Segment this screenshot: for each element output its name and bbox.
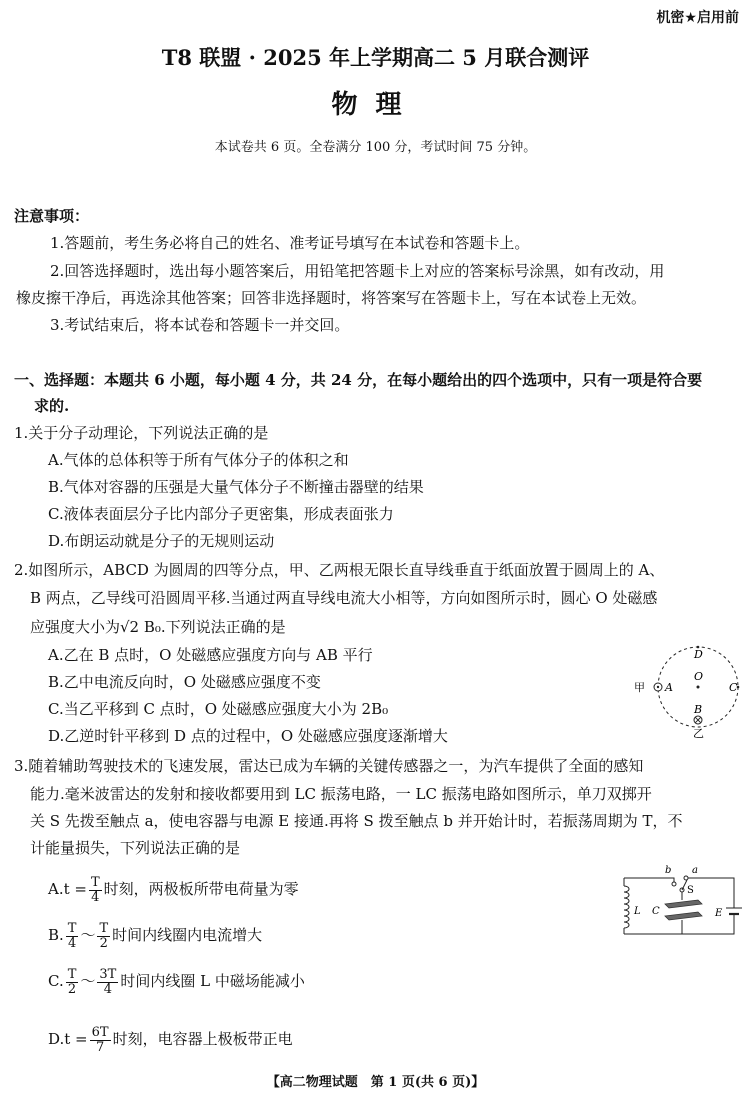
q3-stem-line2: 能力.毫米波雷达的发射和接收都要用到 LC 振荡电路，一 LC 振荡电路如图所示，单刀双掷开 [30, 785, 652, 803]
q1-option-a: A.气体的总体积等于所有气体分子的体积之和 [48, 451, 349, 469]
q3-option-d-fraction [90, 1026, 111, 1055]
q3-option-a [48, 874, 299, 905]
label-switch: S [687, 885, 694, 896]
label-source: E [715, 908, 723, 919]
q3-option-d [48, 1024, 293, 1055]
center-point [697, 686, 700, 689]
q3-lc-circuit-figure [610, 862, 745, 942]
page-footer: 【高二物理试题 第 1 页(共 6 页)】 [266, 1075, 485, 1090]
note-item-1: 1.答题前，考生务必将自己的姓名、准考证号填写在本试卷和答题卡上。 [50, 234, 530, 252]
q2-stem-line2: B 两点，乙导线可沿圆周平移.当通过两直导线电流大小相等，方向如图所示时，圆心 O 处磁感 [30, 589, 658, 607]
exam-info: 本试卷共 6 页。全卷满分 100 分，考试时间 75 分钟。 [214, 140, 537, 155]
q3-option-c-numerator-1: T [67, 966, 77, 982]
q3-option-d-numerator: 6T [91, 1024, 109, 1040]
q3-option-d-denominator: 7 [95, 1039, 105, 1055]
q3-option-a-numerator: T [90, 874, 100, 890]
q3-option-b-sep: ～ [80, 926, 96, 944]
label-a: A [665, 681, 673, 694]
q2-option-c: C.当乙平移到 C 点时，O 处磁感应强度大小为 2B₀ [48, 700, 389, 718]
q3-stem-line3: 关 S 先拨至触点 a，使电容器与电源 E 接通.再将 S 拨至触点 b 并开始计时，若振荡周期为 T，不 [30, 812, 683, 830]
inductor-coil [624, 878, 629, 934]
q3-option-b-numerator-2: T [99, 920, 109, 936]
q3-option-a-fraction [89, 876, 102, 905]
label-contact-a: a [692, 865, 698, 876]
q3-stem-line4: 计能量损失，下列说法正确的是 [30, 839, 241, 857]
q2-stem-line3: 应强度大小为√2 B₀.下列说法正确的是 [30, 618, 286, 636]
q2-option-a: A.乙在 B 点时，O 处磁感应强度方向与 AB 平行 [48, 646, 373, 664]
q1-stem: 1.关于分子动理论，下列说法正确的是 [14, 424, 269, 442]
label-d: D [694, 648, 703, 661]
q3-option-b-denominator-1: 4 [67, 935, 77, 951]
wire-yi [694, 716, 702, 724]
note-item-2: 2.回答选择题时，选出每小题答案后，用铅笔把答题卡上对应的答案标号涂黑，如有改动，用 [50, 262, 665, 280]
q3-option-a-denominator: 4 [91, 889, 100, 905]
q3-option-c-fraction-1 [66, 968, 79, 997]
q3-option-c-denominator-1: 2 [67, 981, 77, 997]
q3-option-b-numerator-1: T [67, 920, 77, 936]
q3-option-a-text: 时刻，两极板所带电荷量为零 [103, 880, 299, 898]
confidential-mark: 机密★启用前 [656, 10, 739, 26]
note-item-2-cont: 橡皮擦干净后，再选涂其他答案；回答非选择题时，将答案写在答题卡上，写在本试卷上无效。 [16, 289, 647, 307]
wire-jia [654, 683, 662, 691]
section-heading: 一、选择题：本题共 6 小题，每小题 4 分，共 24 分，在每小题给出的四个选项中，只有一项是符合要 [14, 371, 703, 389]
q3-option-d-text: 时刻，电容器上极板带正电 [112, 1030, 293, 1048]
q3-option-c-fraction-2 [97, 968, 118, 997]
exam-title: T8 联盟 · 2025 年上学期高二 5 月联合测评 [161, 45, 590, 70]
q3-option-c-text: 时间内线圈 L 中磁场能减小 [120, 972, 305, 990]
label-b: B [694, 703, 703, 716]
label-inductor: L [634, 906, 641, 917]
label-c: C [729, 681, 738, 694]
q1-option-b: B.气体对容器的压强是大量气体分子不断撞击器壁的结果 [48, 478, 424, 496]
q3-option-d-prefix: D.t = [48, 1030, 88, 1048]
q2-circle-figure [632, 640, 747, 740]
q3-option-b-text: 时间内线圈内电流增大 [112, 926, 263, 944]
q3-option-b-fraction-1 [66, 922, 79, 951]
label-jia: 甲 [634, 681, 645, 694]
q3-option-c-denominator-2: 4 [103, 981, 113, 997]
label-o: O [694, 670, 704, 683]
q1-option-d: D.布朗运动就是分子的无规则运动 [48, 532, 275, 550]
capacitor [665, 900, 702, 920]
q2-stem-line1: 2.如图所示，ABCD 为圆周的四等分点，甲、乙两根无限长直导线垂直于纸面放置于圆周上的 A、 [14, 561, 665, 579]
label-contact-b: b [665, 865, 672, 876]
q3-option-c-prefix: C. [48, 972, 64, 990]
q3-option-b-fraction-2 [97, 922, 110, 951]
battery-e [726, 904, 742, 920]
q3-option-b-prefix: B. [48, 926, 64, 944]
q3-option-a-prefix: A.t = [48, 880, 87, 898]
q3-option-b [48, 920, 262, 951]
q3-stem-line1: 3.随着辅助驾驶技术的飞速发展，雷达已成为车辆的关键传感器之一，为汽车提供了全面的感知 [14, 757, 644, 775]
q1-option-c: C.液体表面层分子比内部分子更密集，形成表面张力 [48, 505, 394, 523]
q2-option-b: B.乙中电流反向时，O 处磁感应强度不变 [48, 673, 321, 691]
q3-option-c-numerator-2: 3T [99, 966, 117, 982]
label-yi: 乙 [693, 727, 704, 740]
section-heading-cont: 求的. [34, 397, 70, 415]
note-item-3: 3.考试结束后，将本试卷和答题卡一并交回。 [50, 316, 350, 334]
label-capacitor: C [652, 906, 660, 917]
q2-option-d: D.乙逆时针平移到 D 点的过程中，O 处磁感应强度逐渐增大 [48, 727, 448, 745]
q3-option-c-sep: ～ [80, 972, 96, 990]
notes-heading: 注意事项： [14, 207, 90, 225]
q3-option-b-denominator-2: 2 [99, 935, 108, 951]
subject-title: 物理 [331, 90, 420, 120]
q3-option-c [48, 966, 305, 997]
